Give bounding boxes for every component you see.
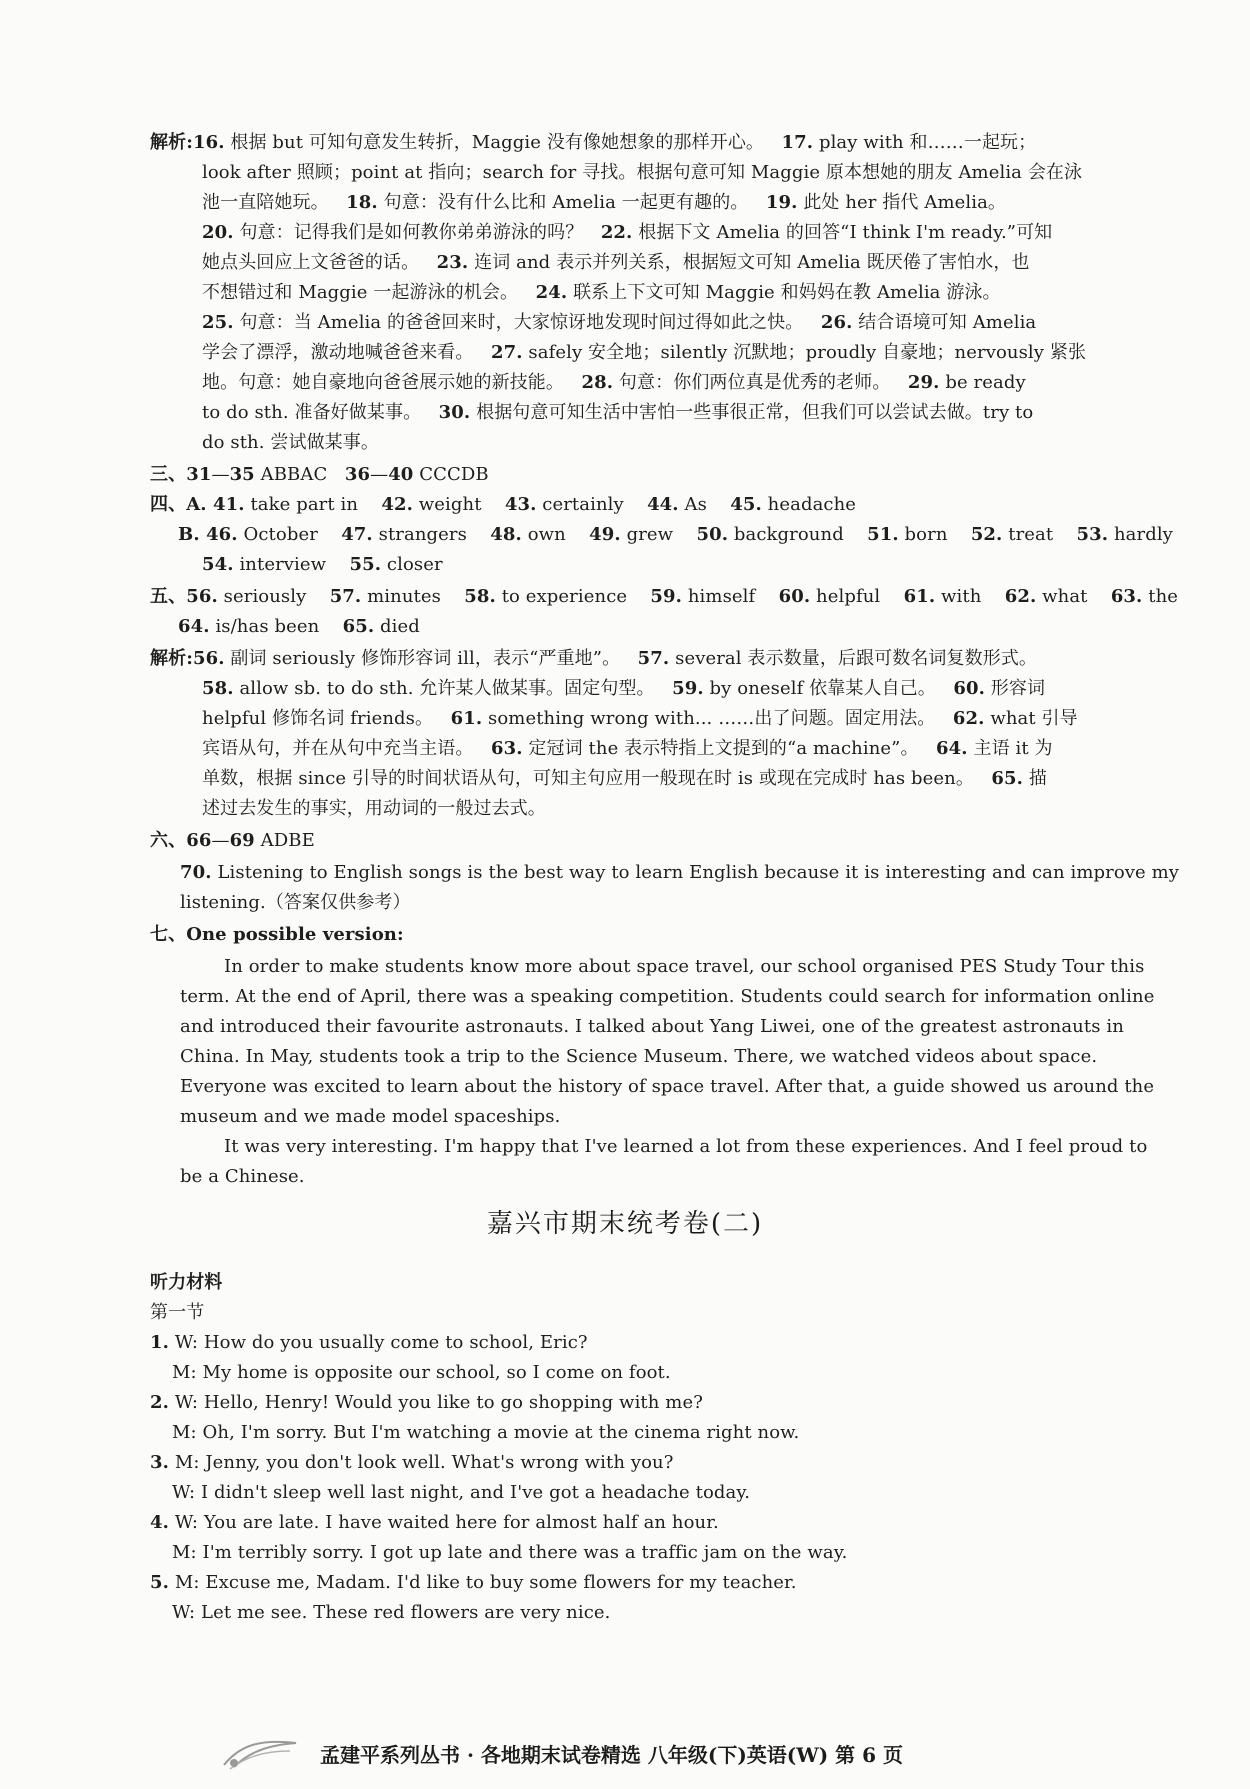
bold-label: 18. — [346, 192, 378, 213]
text-segment: museum and we made model spaceships. — [180, 1106, 561, 1127]
text-segment: 第一节 — [150, 1302, 205, 1323]
text-segment: Everyone was excited to learn about the history of space travel. After that, a guide showed us around the — [180, 1076, 1155, 1097]
text-segment: 她点头回应上文爸爸的话。 — [202, 252, 437, 273]
bold-label: 42. — [381, 494, 413, 515]
text-segment: — — [211, 464, 230, 485]
bold-label: 3. — [150, 1452, 169, 1473]
bold-label: 31 — [186, 464, 212, 485]
text-segment: strangers — [372, 524, 491, 545]
text-segment: 地。句意：她自豪地向爸爸展示她的新技能。 — [202, 372, 582, 393]
bold-label: 54. — [202, 554, 234, 575]
text-segment: take part in — [244, 494, 382, 515]
text-segment: 根据句意可知生活中害怕一些事很正常，但我们可以尝试去做。try to — [470, 402, 1034, 423]
bold-label: 听力材料 — [150, 1272, 223, 1293]
bold-label: 63. — [1110, 586, 1143, 607]
bold-label: 六、 — [150, 830, 187, 851]
bold-label: 2. — [150, 1392, 169, 1413]
text-segment: allow sb. to do sth. 允许某人做某事。固定句型。 — [233, 678, 673, 699]
text-line — [202, 794, 1130, 824]
bold-label: 64. — [936, 738, 968, 759]
bold-label: 七、One possible version: — [150, 924, 404, 945]
text-line — [202, 704, 1130, 734]
text-segment: and introduced their favourite astronauts. I talked about Yang Liwei, one of the greatest astronauts in — [180, 1016, 1124, 1037]
bold-label: 20. — [202, 222, 234, 243]
text-line — [150, 1268, 1130, 1298]
text-segment: — — [370, 464, 389, 485]
text-segment: is/has been — [209, 616, 343, 637]
bold-label: 16. — [192, 132, 225, 153]
text-segment: M: Oh, I'm sorry. But I'm watching a movie at the cinema right now. — [172, 1422, 800, 1443]
text-line — [202, 308, 1130, 338]
bold-label: 62. — [952, 708, 985, 729]
text-segment: certainly — [536, 494, 648, 515]
text-line — [180, 858, 1180, 888]
text-line — [180, 1042, 1130, 1072]
text-segment: do sth. 尝试做某事。 — [202, 432, 379, 453]
text-line — [172, 1358, 1130, 1388]
text-segment: interview — [233, 554, 350, 575]
text-line — [178, 612, 1130, 642]
text-line — [224, 1132, 1148, 1162]
text-segment: be a Chinese. — [180, 1166, 305, 1187]
text-segment: ABBAC — [254, 464, 345, 485]
footer-text: 孟建平系列丛书 · 各地期末试卷精选 八年级(下)英语(W) 第 6 页 — [320, 1743, 903, 1767]
text-segment: CCCDB — [413, 464, 489, 485]
text-segment: be ready — [939, 372, 1026, 393]
bold-label: 65. — [991, 768, 1024, 789]
text-segment: to do sth. 准备好做某事。 — [202, 402, 439, 423]
bold-label: 53. — [1076, 524, 1109, 545]
text-segment: 句意：当 Amelia 的爸爸回来时，大家惊讶地发现时间过得如此之快。 — [233, 312, 821, 333]
text-segment: As — [678, 494, 731, 515]
text-segment: W: Let me see. These red flowers are very nice. — [172, 1602, 611, 1623]
text-segment: safely 安全地；silently 沉默地；proudly 自豪地；nervously 紧张 — [522, 342, 1087, 363]
text-segment: what — [1036, 586, 1111, 607]
text-segment: 形容词 — [984, 678, 1046, 699]
bold-label: 28. — [581, 372, 614, 393]
text-segment: 联系上下文可知 Maggie 和妈妈在教 Amelia 游泳。 — [567, 282, 1001, 303]
text-line — [150, 128, 1130, 158]
text-line — [202, 550, 1130, 580]
text-segment: It was very interesting. I'm happy that I've learned a lot from these experiences. And I feel proud to — [224, 1136, 1148, 1157]
text-segment: 池一直陪她玩。 — [202, 192, 347, 213]
bold-label: 59. — [672, 678, 704, 699]
bold-label: 63. — [490, 738, 523, 759]
text-segment: 连词 and 表示并列关系，根据短文可知 Amelia 既厌倦了害怕水，也 — [468, 252, 1030, 273]
text-segment: look after 照顾；point at 指向；search for 寻找。根据句意可知 Maggie 原本想她的朋友 Amelia 会在泳 — [202, 162, 1083, 183]
bold-label: 64. — [178, 616, 210, 637]
text-segment: helpful 修饰名词 friends。 — [202, 708, 451, 729]
bold-label: 46. — [206, 524, 238, 545]
bold-label: 59. — [650, 586, 683, 607]
text-line — [150, 644, 1130, 674]
text-segment: M: My home is opposite our school, so I come on foot. — [172, 1362, 671, 1383]
text-segment: what 引导 — [984, 708, 1078, 729]
bold-label: 1. — [150, 1332, 169, 1353]
text-line — [150, 1568, 1130, 1598]
text-line — [202, 188, 1130, 218]
bold-label: 45. — [730, 494, 762, 515]
bold-label: 47. — [341, 524, 373, 545]
text-segment: 根据 but 可知句意发生转折，Maggie 没有像她想象的那样开心。 — [224, 132, 782, 153]
bold-label: 25. — [202, 312, 234, 333]
bold-label: 56. — [186, 586, 218, 607]
bold-label: 49. — [589, 524, 621, 545]
page-footer — [220, 1733, 1120, 1777]
bold-label: 61. — [903, 586, 936, 607]
bold-label: 43. — [504, 494, 537, 515]
text-segment: play with 和……一起玩； — [813, 132, 1037, 153]
bold-label: 58. — [202, 678, 234, 699]
text-line — [172, 1478, 1130, 1508]
bold-label: 66 — [186, 830, 212, 851]
text-segment: background — [728, 524, 868, 545]
text-segment: In order to make students know more about space travel, our school organised PES Study Tour this — [224, 956, 1145, 977]
text-segment: 结合语境可知 Amelia — [852, 312, 1037, 333]
bold-label: 26. — [820, 312, 853, 333]
text-line — [150, 1298, 1130, 1328]
text-segment: 定冠词 the 表示特指上文提到的“a machine”。 — [522, 738, 937, 759]
text-line — [150, 460, 1130, 490]
text-segment: several 表示数量，后跟可数名词复数形式。 — [669, 648, 1038, 669]
text-line — [202, 428, 1130, 458]
text-line — [180, 1162, 1130, 1192]
text-segment: died — [374, 616, 420, 637]
bold-label: 解析: — [150, 648, 193, 669]
text-line — [172, 1538, 1130, 1568]
text-segment: seriously — [217, 586, 330, 607]
bold-label: 41. — [213, 494, 245, 515]
text-segment: W: How do you usually come to school, Eric? — [169, 1332, 588, 1353]
bold-label: 55. — [349, 554, 382, 575]
bold-label: 29. — [907, 372, 940, 393]
bold-label: 65. — [342, 616, 375, 637]
text-line — [202, 158, 1130, 188]
text-segment: 句意：没有什么比和 Amelia 一起更有趣的。 — [377, 192, 766, 213]
text-segment: M: I'm terribly sorry. I got up late and there was a traffic jam on the way. — [172, 1542, 848, 1563]
text-segment: grew — [620, 524, 697, 545]
bold-label: 5. — [150, 1572, 169, 1593]
text-segment: W: You are late. I have waited here for almost half an hour. — [169, 1512, 719, 1533]
text-segment: 根据下文 Amelia 的回答“I think I'm ready.”可知 — [632, 222, 1053, 243]
bold-label: B. — [178, 524, 207, 545]
bold-label: 69 — [229, 830, 255, 851]
text-segment: W: I didn't sleep well last night, and I've got a headache today. — [172, 1482, 751, 1503]
bold-label: 四、A. — [150, 494, 213, 515]
text-segment: M: Jenny, you don't look well. What's wrong with you? — [169, 1452, 674, 1473]
text-segment: minutes — [361, 586, 465, 607]
text-line — [180, 888, 1130, 918]
swirl-logo-icon — [220, 1735, 300, 1775]
text-segment: 描 — [1023, 768, 1047, 789]
text-segment: 此处 her 指代 Amelia。 — [797, 192, 1007, 213]
text-segment: W: Hello, Henry! Would you like to go shopping with me? — [169, 1392, 703, 1413]
bold-label: 三、 — [150, 464, 187, 485]
bold-label: 62. — [1004, 586, 1037, 607]
bold-label: 70. — [180, 862, 212, 883]
text-segment: 不想错过和 Maggie 一起游泳的机会。 — [202, 282, 536, 303]
bold-label: 60. — [953, 678, 985, 699]
exam-title: 嘉兴市期末统考卷(二) — [486, 1209, 764, 1239]
bold-label: 48. — [490, 524, 522, 545]
text-segment: 句意：你们两位真是优秀的老师。 — [613, 372, 908, 393]
text-segment: term. At the end of April, there was a speaking competition. Students could search for information online — [180, 986, 1155, 1007]
bold-label: 五、 — [150, 586, 187, 607]
text-segment: himself — [682, 586, 779, 607]
bold-label: 57. — [329, 586, 362, 607]
text-segment: M: Excuse me, Madam. I'd like to buy some flowers for my teacher. — [169, 1572, 797, 1593]
text-segment: 宾语从句，并在从句中充当主语。 — [202, 738, 491, 759]
text-line — [150, 920, 1130, 950]
text-segment: closer — [381, 554, 443, 575]
text-line — [202, 764, 1130, 794]
text-segment: born — [898, 524, 971, 545]
text-segment: something wrong with... ……出了问题。固定用法。 — [482, 708, 953, 729]
text-segment: by oneself 依靠某人自己。 — [703, 678, 954, 699]
text-line — [150, 1448, 1130, 1478]
text-segment: 句意：记得我们是如何教你弟弟游泳的吗？ — [233, 222, 601, 243]
text-segment: helpful — [810, 586, 904, 607]
bold-label: 52. — [970, 524, 1003, 545]
bold-label: 44. — [647, 494, 679, 515]
text-segment: to experience — [495, 586, 651, 607]
bold-label: 50. — [696, 524, 729, 545]
text-line — [202, 674, 1130, 704]
text-line — [202, 248, 1130, 278]
bold-label: 24. — [535, 282, 568, 303]
text-segment: the — [1142, 586, 1179, 607]
bold-label: 22. — [600, 222, 633, 243]
text-line — [224, 952, 1145, 982]
bold-label: 40 — [388, 464, 414, 485]
text-line — [178, 520, 1173, 550]
text-segment: own — [521, 524, 590, 545]
text-line — [150, 1508, 1130, 1538]
text-line — [202, 278, 1130, 308]
bold-label: 解析: — [150, 132, 193, 153]
bold-label: 30. — [438, 402, 471, 423]
bold-label: 56. — [192, 648, 225, 669]
text-line — [202, 368, 1130, 398]
text-segment: treat — [1002, 524, 1077, 545]
text-line — [202, 338, 1130, 368]
bold-label: 27. — [490, 342, 523, 363]
bold-label: 36 — [344, 464, 371, 485]
text-segment: October — [237, 524, 342, 545]
bold-label: 60. — [778, 586, 811, 607]
bold-label: 58. — [464, 586, 496, 607]
text-segment: 单数，根据 since 引导的时间状语从句，可知主句应用一般现在时 is 或现在完成时 has been。 — [202, 768, 992, 789]
text-line — [180, 1072, 1155, 1102]
text-segment: weight — [412, 494, 505, 515]
bold-label: 23. — [436, 252, 469, 273]
text-segment: 学会了漂浮，激动地喊爸爸来看。 — [202, 342, 491, 363]
text-line — [172, 1418, 1130, 1448]
bold-label: 4. — [150, 1512, 169, 1533]
text-line — [180, 982, 1155, 1012]
bold-label: 51. — [867, 524, 899, 545]
text-line — [150, 490, 1130, 520]
text-line — [202, 734, 1130, 764]
text-line — [150, 826, 1130, 856]
bold-label: 61. — [450, 708, 483, 729]
text-segment: hardly — [1108, 524, 1173, 545]
text-line — [150, 1328, 1130, 1358]
text-line — [172, 1598, 1130, 1628]
text-segment: Listening to English songs is the best way to learn English because it is interesting and can improve my — [211, 862, 1180, 883]
bold-label: 35 — [229, 464, 255, 485]
text-line — [180, 1102, 1130, 1132]
bold-label: 17. — [781, 132, 814, 153]
text-segment: headache — [761, 494, 857, 515]
text-segment: — — [211, 830, 230, 851]
text-segment: listening.（答案仅供参考） — [180, 892, 411, 913]
bold-label: 57. — [637, 648, 670, 669]
text-line — [202, 218, 1130, 248]
text-line — [150, 582, 1179, 612]
text-line — [202, 398, 1130, 428]
text-segment: China. In May, students took a trip to the Science Museum. There, we watched videos about space. — [180, 1046, 1098, 1067]
text-segment: ADBE — [254, 830, 315, 851]
text-line — [150, 1388, 1130, 1418]
text-segment: 主语 it 为 — [967, 738, 1053, 759]
text-line — [180, 1012, 1130, 1042]
bold-label: 19. — [765, 192, 798, 213]
text-segment: 述过去发生的事实，用动词的一般过去式。 — [202, 798, 546, 819]
text-segment: with — [935, 586, 1005, 607]
text-segment: 副词 seriously 修饰形容词 ill，表示“严重地”。 — [224, 648, 638, 669]
